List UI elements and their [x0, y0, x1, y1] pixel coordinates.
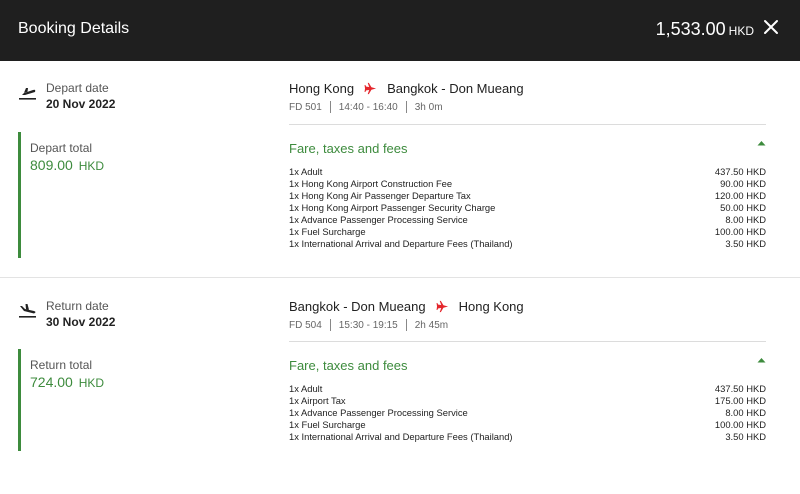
fee-label: 1x Advance Passenger Processing Service	[289, 407, 468, 418]
plane-icon	[436, 300, 449, 313]
meta-divider	[406, 101, 407, 113]
depart-route	[289, 81, 524, 96]
fee-amount: 175.00 HKD	[714, 395, 766, 406]
return-fee-list	[289, 383, 766, 443]
depart-fee-list	[289, 166, 766, 250]
takeoff-icon	[18, 83, 38, 101]
depart-date-value: 20 Nov 2022	[46, 97, 116, 111]
fee-row	[289, 178, 766, 190]
fee-amount: 3.50 HKD	[725, 238, 766, 249]
depart-fare-title[interactable]: Fare, taxes and fees	[289, 141, 408, 156]
fee-label: 1x Airport Tax	[289, 395, 346, 406]
fee-row	[289, 202, 766, 214]
header-bar	[0, 0, 800, 61]
fee-amount: 8.00 HKD	[725, 407, 766, 418]
plane-icon	[364, 82, 377, 95]
return-flight-meta	[289, 319, 448, 331]
depart-destination: Bangkok - Don Mueang	[387, 81, 524, 96]
landing-icon	[18, 301, 38, 319]
fee-label: 1x Fuel Surcharge	[289, 419, 366, 430]
return-route	[289, 299, 524, 314]
fee-row	[289, 226, 766, 238]
depart-flight-number: FD 501	[289, 101, 322, 113]
return-flight-number: FD 504	[289, 319, 322, 331]
fee-row	[289, 214, 766, 226]
return-total-currency: HKD	[78, 376, 105, 390]
close-icon[interactable]	[762, 18, 780, 36]
fee-row	[289, 431, 766, 443]
header-total-currency: HKD	[728, 24, 754, 38]
depart-origin: Hong Kong	[289, 81, 355, 96]
fee-label: 1x Hong Kong Airport Construction Fee	[289, 178, 453, 189]
meta-divider	[330, 319, 331, 331]
fee-label: 1x Adult	[289, 383, 323, 394]
depart-date-label: Depart date	[46, 81, 109, 95]
fee-row	[289, 238, 766, 250]
fee-amount: 120.00 HKD	[714, 190, 766, 201]
return-fare-title[interactable]: Fare, taxes and fees	[289, 358, 408, 373]
return-section	[0, 279, 800, 494]
return-total-amount: 724.00	[30, 374, 73, 390]
chevron-up-icon[interactable]	[757, 140, 766, 146]
fee-label: 1x International Arrival and Departure Fees (Thailand)	[289, 238, 513, 249]
fee-row	[289, 190, 766, 202]
header-total-amount: 1,533.00	[655, 19, 726, 39]
depart-flight-duration: 3h 0m	[414, 101, 443, 113]
return-divider	[289, 341, 766, 342]
fee-label: 1x Advance Passenger Processing Service	[289, 214, 468, 225]
fee-amount: 3.50 HKD	[725, 431, 766, 442]
fee-row	[289, 166, 766, 178]
fee-label: 1x International Arrival and Departure Fees (Thailand)	[289, 431, 513, 442]
depart-total-currency: HKD	[78, 159, 105, 173]
fee-label: 1x Fuel Surcharge	[289, 226, 366, 237]
header-total	[656, 19, 754, 40]
return-origin: Bangkok - Don Mueang	[289, 299, 426, 314]
depart-section	[0, 61, 800, 278]
depart-total-block	[18, 132, 105, 258]
chevron-up-icon[interactable]	[757, 357, 766, 363]
return-date-label: Return date	[46, 299, 109, 313]
depart-total-amount: 809.00	[30, 157, 73, 173]
return-date-value: 30 Nov 2022	[46, 315, 116, 329]
depart-total-label: Depart total	[30, 141, 93, 155]
fee-label: 1x Hong Kong Airport Passenger Security Charge	[289, 202, 496, 213]
fee-row	[289, 383, 766, 395]
fee-amount: 100.00 HKD	[714, 226, 766, 237]
fee-amount: 100.00 HKD	[714, 419, 766, 430]
depart-flight-meta	[289, 101, 443, 113]
meta-divider	[406, 319, 407, 331]
return-total-block	[18, 349, 105, 451]
fee-label: 1x Hong Kong Air Passenger Departure Tax	[289, 190, 471, 201]
page-title: Booking Details	[18, 20, 130, 37]
fee-amount: 90.00 HKD	[720, 178, 766, 189]
depart-total-value	[30, 157, 104, 173]
fee-amount: 50.00 HKD	[720, 202, 766, 213]
fee-amount: 437.50 HKD	[714, 166, 766, 177]
meta-divider	[330, 101, 331, 113]
fee-row	[289, 395, 766, 407]
return-total-label: Return total	[30, 358, 93, 372]
fee-row	[289, 407, 766, 419]
return-destination: Hong Kong	[458, 299, 524, 314]
depart-flight-time: 14:40 - 16:40	[338, 101, 398, 113]
return-flight-duration: 2h 45m	[414, 319, 449, 331]
return-total-value	[30, 374, 104, 390]
depart-divider	[289, 124, 766, 125]
fee-row	[289, 419, 766, 431]
fee-label: 1x Adult	[289, 166, 323, 177]
fee-amount: 8.00 HKD	[725, 214, 766, 225]
fee-amount: 437.50 HKD	[714, 383, 766, 394]
return-flight-time: 15:30 - 19:15	[338, 319, 398, 331]
